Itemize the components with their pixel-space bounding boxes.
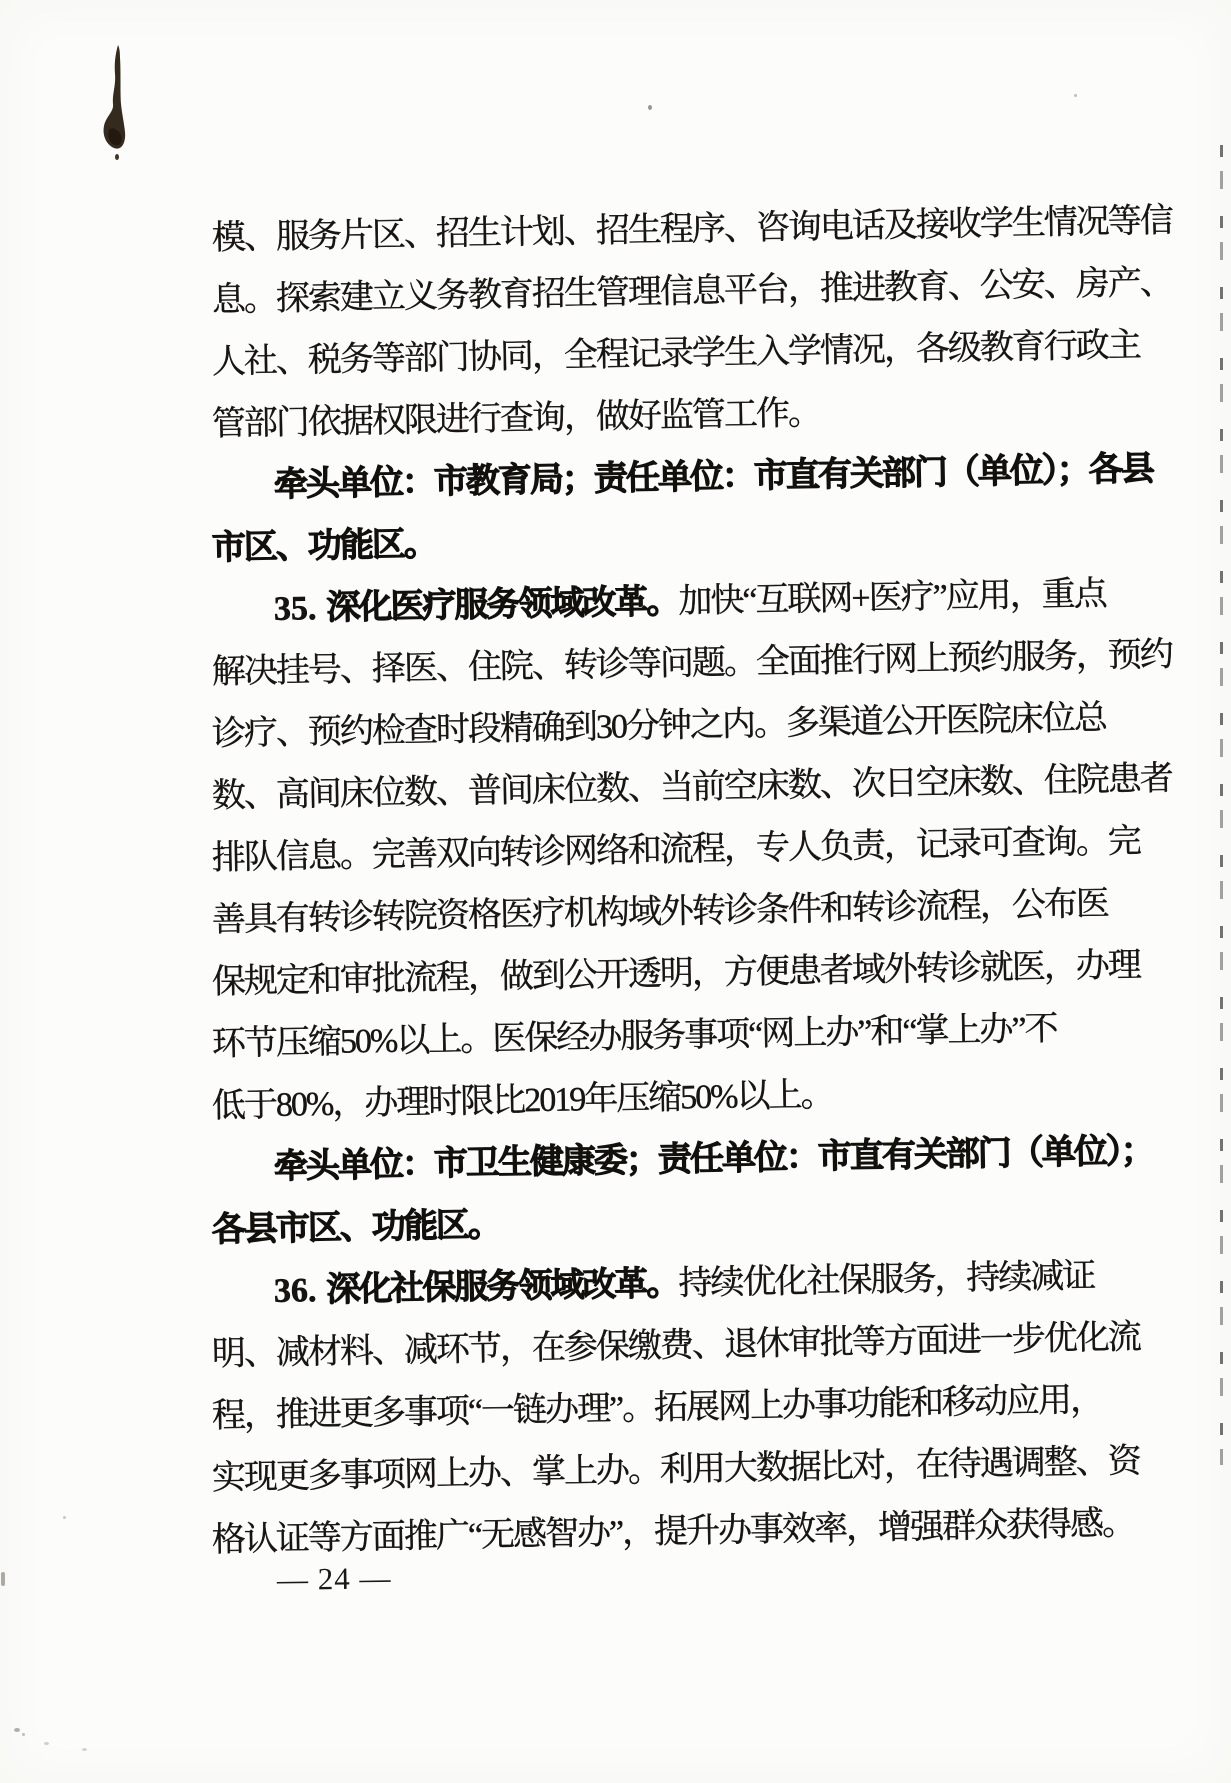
item-text: 持续优化社保服务，持续减证 <box>678 1257 1095 1303</box>
item-heading: 深化社保服务领域改革。 <box>326 1265 679 1309</box>
body-line-9: 诊疗、预约检查时段精确到30分钟之内。多渠道公开医院床位总 <box>211 699 1107 753</box>
body-line-3: 人社、税务等部门协同，全程记录学生入学情况，各级教育行政主 <box>211 326 1141 381</box>
body-line-4: 管部门依据权限进行查询，做好监管工作。 <box>211 394 821 443</box>
body-line-10: 数、高间床位数、普间床位数、当前空床数、次日空床数、住院患者 <box>211 760 1173 815</box>
lead-units-line-4: 各县市区、功能区。 <box>211 1206 501 1249</box>
body-line-8: 解决挂号、择医、住院、转诊等问题。全面推行网上预约服务，预约 <box>211 636 1173 691</box>
item-heading: 深化医疗服务领域改革。 <box>326 583 679 627</box>
body-line-21: 实现更多事项网上办、掌上办。利用大数据比对，在待遇调整、资 <box>211 1442 1141 1497</box>
body-line-2: 息。探索建立义务教育招生管理信息平台，推进教育、公安、房产、 <box>211 264 1173 319</box>
dust-speck <box>22 1733 25 1736</box>
dust-speck <box>44 1742 49 1745</box>
body-line-14: 环节压缩50%以上。医保经办服务事项“网上办”和“掌上办”不 <box>211 1010 1057 1063</box>
scan-edge-artifact <box>1220 145 1223 1465</box>
item-text: 加快“互联网+医疗”应用，重点 <box>678 575 1107 621</box>
dust-speck <box>82 1748 87 1751</box>
body-line-20: 程，推进更多事项“一链办理”。拓展网上办事功能和移动应用， <box>211 1381 1103 1435</box>
body-line-19: 明、减材料、减环节，在参保缴费、退休审批等方面进一步优化流 <box>211 1318 1141 1373</box>
lead-units-line-1: 牵头单位：市教育局；责任单位：市直有关部门（单位）；各县 <box>273 450 1154 504</box>
lead-units-line-3: 牵头单位：市卫生健康委；责任单位：市直有关部门（单位）； <box>273 1132 1154 1186</box>
body-line-1: 模、服务片区、招生计划、招生程序、咨询电话及接收学生情况等信 <box>211 202 1173 257</box>
ink-blot-artifact <box>99 44 133 164</box>
dust-speck <box>1 1572 5 1586</box>
body-line-11: 排队信息。完善双向转诊网络和流程，专人负责，记录可查询。完 <box>211 822 1141 877</box>
body-line-15: 低于80%，办理时限比2019年压缩50%以上。 <box>211 1076 833 1125</box>
body-line-12: 善具有转诊转院资格医疗机构域外转诊条件和转诊流程，公布医 <box>211 885 1109 939</box>
document-text-block <box>211 202 1202 1572</box>
dust-speck <box>14 1728 20 1732</box>
lead-units-line-2: 市区、功能区。 <box>211 525 437 567</box>
dust-speck <box>1074 94 1077 97</box>
item-number: 36. <box>273 1272 317 1310</box>
item-number: 35. <box>273 590 317 628</box>
dust-speck <box>648 105 652 110</box>
page-number: — 24 — <box>276 1560 392 1597</box>
dust-speck <box>63 1516 66 1519</box>
body-line-22: 格认证等方面推广“无感智办”，提升办事效率，增强群众获得感。 <box>211 1505 1135 1559</box>
body-line-13: 保规定和审批流程，做到公开透明，方便患者域外转诊就医，办理 <box>211 946 1141 1001</box>
